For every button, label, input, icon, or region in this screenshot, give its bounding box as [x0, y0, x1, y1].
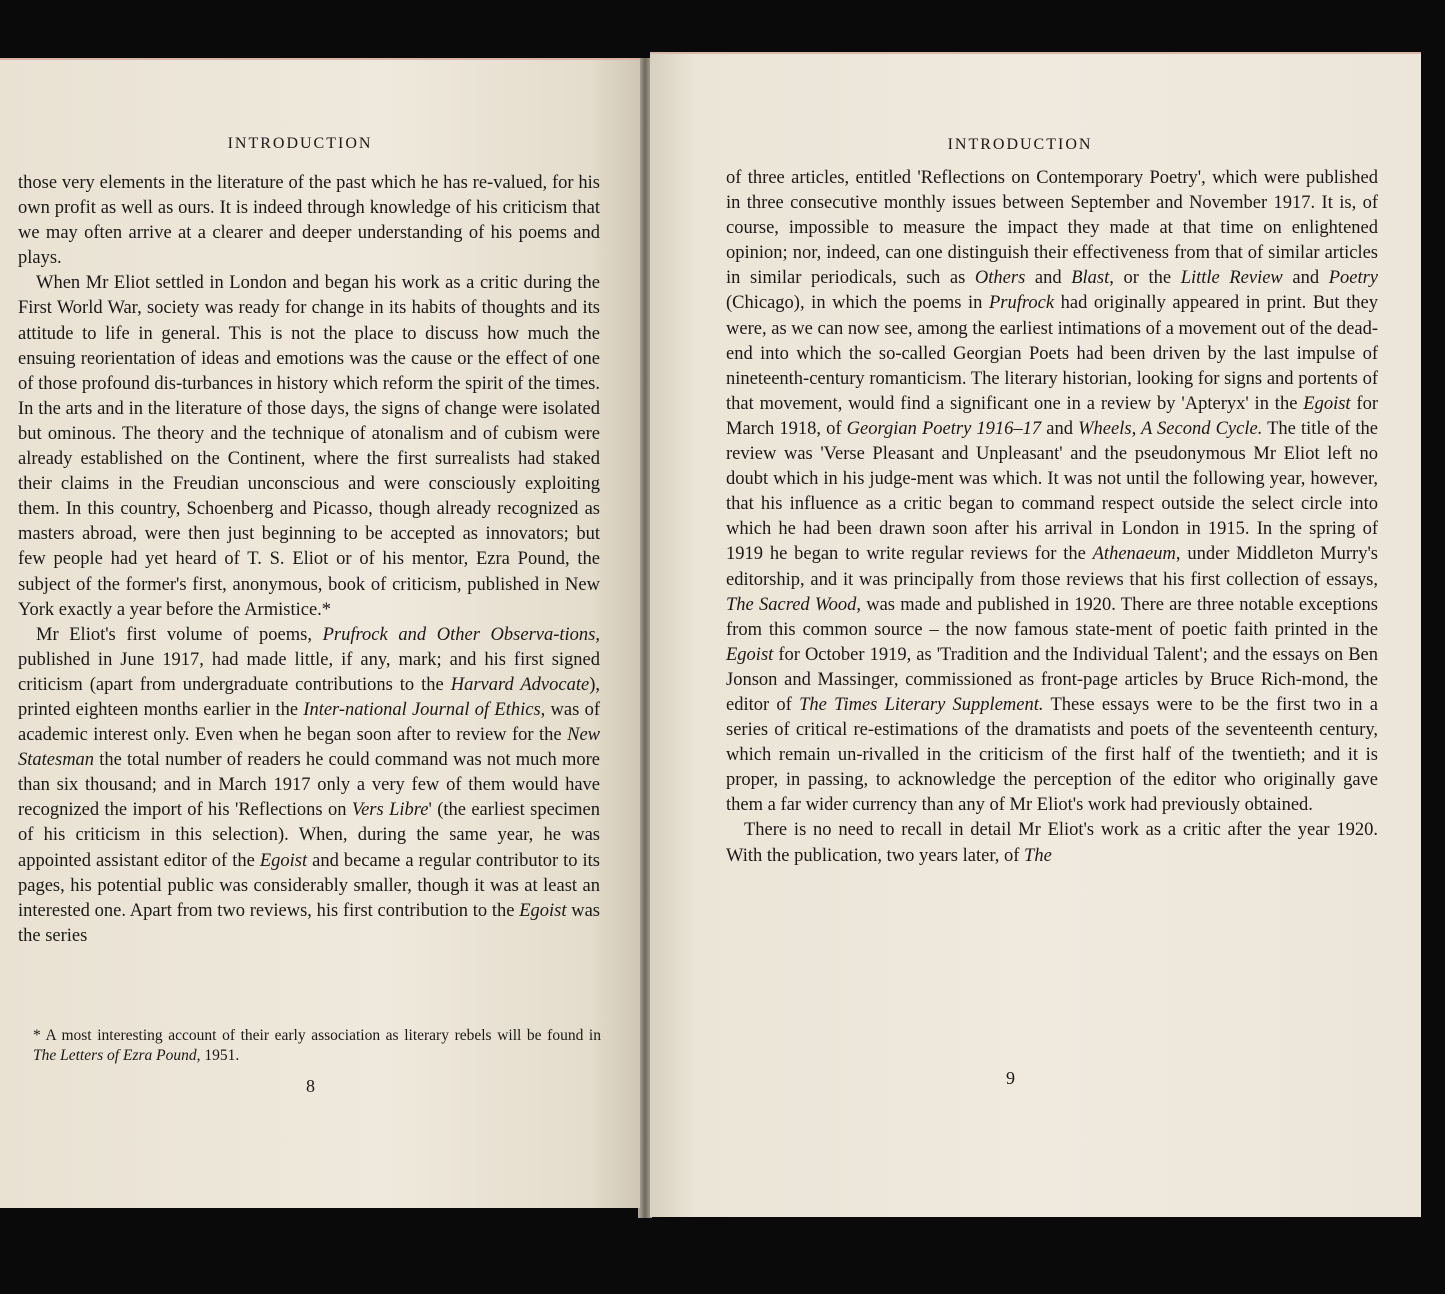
left-page [0, 58, 640, 1208]
left-paragraph-1: those very elements in the literature of the past which he has re-valued, for his own profit as well as ours. It is indeed through knowledge of his criticism that we may often arrive at a clearer and deeper understanding of his poems and plays. [18, 173, 600, 269]
left-paragraph-2: When Mr Eliot settled in London and began his work as a critic during the First World War, society was ready for change in its habits of thoughts and its attitude to life in general. This is not the place to discuss how much the ensuing reorientation of ideas and emotions was the cause or the effect of one of those profound dis-turbances in history which reform the spirit of the times. In the arts and in the literature of those days, the signs of change were isolated but ominous. The theory and the technique of atonalism and of cubism were already established on the Continent, where the first surrealists had staked their claims in the Freudian unconscious and were consciously exploiting them. In this country, Schoenberg and Picasso, though already recognized as masters abroad, were then just beginning to be accepted as innovators; but few people had yet heard of T. S. Eliot or of his mentor, Ezra Pound, the subject of the former's first, anonymous, book of criticism, published in New York exactly a year before the Armistice.* [18, 273, 600, 620]
left-page-body [18, 171, 600, 949]
page-number-left: 8 [306, 1076, 315, 1096]
right-paragraph-2: There is no need to recall in detail Mr Eliot's work as a critic after the year 1920. With the publication, two years later, of The [726, 820, 1378, 866]
running-head-right: INTRODUCTION [947, 136, 1093, 153]
right-page-body [726, 166, 1378, 869]
right-paragraph-1: of three articles, entitled 'Reflections on Contemporary Poetry', which were published in three consecutive monthly issues between September and November 1917. It is, of course, impossible to measure the impact they made at that time on enlightened opinion; nor, indeed, can one distinguish their effectiveness from that of similar articles in similar periodicals, such as Others and Blast, or the Little Review and Poetry (Chicago), in which the poems in Prufrock had originally appeared in print. But they were, as we can now see, among the earliest intimations of a movement out of the dead-end into which the so-called Georgian Poets had been driven by the last impulse of nineteenth-century romanticism. The literary historian, looking for signs and portents of that movement, would find a significant one in a review by 'Apteryx' in the Egoist for March 1918, of Georgian Poetry 1916–17 and Wheels, A Second Cycle. The title of the review was 'Verse Pleasant and Unpleasant' and the pseudonymous Mr Eliot left no doubt which in his judge-ment was which. It was not until the following year, however, that his influence as a critic began to command respect outside the select circle into which he had been drawn soon after his arrival in London in 1915. In the spring of 1919 he began to write regular reviews for the Athenaeum, under Middleton Murry's editorship, and it was principally from those reviews that his first collection of essays, The Sacred Wood, was made and published in 1920. There are three notable exceptions from this common source – the now famous state-ment of poetic faith printed in the Egoist for October 1919, as 'Tradition and the Individual Talent'; and the essays on Ben Jonson and Massinger, commissioned as front-page articles by Bruce Rich-mond, the editor of The Times Literary Supplement. These essays were to be the first two in a series of critical re-estimations of the dramatists and poets of the seventeenth century, which remain un-rivalled in the criticism of the first half of the twentieth; and it is proper, in passing, to acknowledge the perception of the editor who originally gave them a far wider currency than any of Mr Eliot's work had previously obtained. [726, 168, 1378, 816]
running-head-left: INTRODUCTION [227, 135, 373, 152]
left-paragraph-3: Mr Eliot's first volume of poems, Prufrock and Other Observa-tions, published in June 1917, had made little, if any, mark; and his first signed criticism (apart from undergraduate contributions to the Harvard Advocate), printed eighteen months earlier in the Inter-national Journal of Ethics, was of academic interest only. Even when he began soon after to review for the New Statesman the total number of readers he could command was not much more than six thousand; and in March 1917 only a very few of them would have recognized the import of his 'Reflections on Vers Libre' (the earliest specimen of his criticism in this selection). When, during the same year, he was appointed assistant editor of the Egoist and became a regular contributor to its pages, his potential public was considerably smaller, though it was at least an interested one. Apart from two reviews, his first contribution to the Egoist was the series [18, 624, 600, 946]
right-page [650, 52, 1421, 1217]
page-number-right: 9 [1006, 1068, 1015, 1088]
footnote: * A most interesting account of their early association as literary rebels will be found in The Letters of Ezra Pound, 1951. [33, 1027, 601, 1064]
